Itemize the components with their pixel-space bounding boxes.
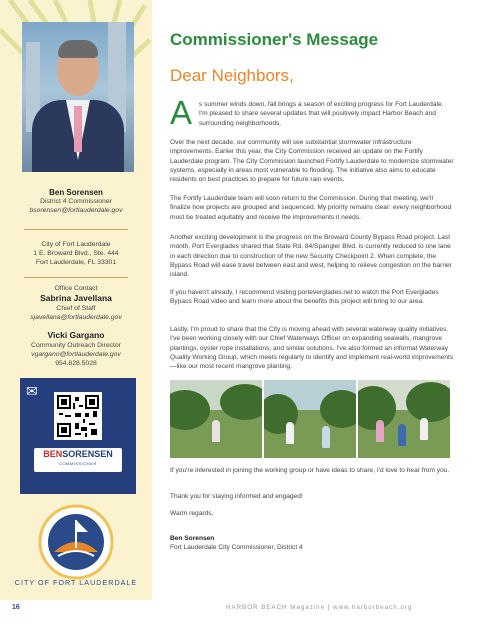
chief-of-staff-email[interactable]: sjavellana@fortlauderdale.gov [30, 314, 122, 321]
paragraph-1: s summer winds down, fall brings a season of exciting progress for Fort Lauderdale. I'm pleased to share several updates that will positively impact Harbor Beach and surrounding neighborhoods. [199, 101, 444, 127]
signature-title: Fort Lauderdale City Commissioner, District 4 [170, 544, 303, 552]
paragraph-7: If you're interested in joining the working group or have ideas to share, I'd love to hear from you. [170, 467, 450, 474]
commissioner-title: District 4 Commissioner [40, 198, 112, 205]
page-title: Commissioner's Message [170, 30, 379, 49]
city-logo-text: CITY OF FORT LAUDERDALE [14, 578, 138, 587]
photo-mangrove-planting-2 [264, 380, 356, 458]
paragraph-8: Thank you for staying informed and engaged! [170, 493, 303, 500]
address-line-2: Fort Lauderdale, FL 33301 [35, 259, 117, 266]
campaign-sticker [34, 448, 122, 472]
city-name: City of Fort Lauderdale [41, 241, 111, 248]
photo-mangrove-planting-1 [170, 380, 262, 458]
sticker-first-name: BEN [43, 449, 63, 459]
closing: Warm regards, [170, 510, 214, 517]
qr-code[interactable] [54, 392, 102, 440]
commissioner-photo [22, 22, 134, 172]
signature-name: Ben Sorensen [170, 535, 215, 542]
drop-cap: A [170, 94, 193, 131]
paragraph-6: Lastly, I'm proud to share that the City is moving ahead with several waterway quality initiatives. I've been working closely with our Chief Waterways Officer on expanding seawalls, mangrove plantings, oyster rope installations, and similar solutions. I've also formed an informal Waterway Quality Working Group, which meets regularly to identify and implement real-world improvements—like our most recent mangrove planting. [170, 326, 454, 371]
city-seal-logo [36, 502, 116, 582]
paragraph-3: The Fortify Lauderdale team will soon return to the Commission. During that meeting, we'll finalize how projects are grouped and sequenced. My priority remains clear: every neighborhood must be treated equitably and receive the improvements it needs. [170, 195, 452, 221]
footer-text: HARBOR BEACH Magazine | www.harborbeach.org [226, 604, 413, 611]
commissioner-email[interactable]: bsorensen@fortlauderdale.gov [29, 207, 123, 214]
address-line-1: 1 E. Broward Blvd., Ste. 444 [33, 250, 119, 257]
divider [24, 277, 128, 278]
page-number: 16 [12, 604, 20, 611]
qr-contact-card [20, 378, 136, 494]
paragraph-5: If you haven't already, I recommend visiting porteverglades.net to watch the Port Everglades Bypass Road video and learn more about the benefits this project will bring to our area. [170, 289, 439, 306]
commissioner-name: Ben Sorensen [49, 188, 103, 197]
outreach-director-email[interactable]: vgargano@fortlauderdale.gov [31, 351, 121, 358]
outreach-director-phone: 954.828.5028 [55, 360, 97, 367]
salutation: Dear Neighbors, [170, 66, 294, 85]
office-contact-heading: Office Contact [54, 285, 98, 292]
photo-mangrove-planting-3 [358, 380, 450, 458]
paragraph-4: Another exciting development is the progress on the Broward County Bypass Road project. Last month, Port Everglades shared that State Rd. 84/Spangler Blvd. is currently reduced to one lane in each direction due to construction of the new Security Checkpoint 2. When complete, the Bypass Road will ease travel between east and west, helping to relieve congestion on the barrier island. [170, 234, 452, 279]
chief-of-staff-name: Sabrina Javellana [40, 293, 112, 303]
outreach-director-name: Vicki Gargano [47, 330, 105, 340]
sidebar [0, 0, 152, 600]
divider [24, 229, 128, 230]
qr-code-icon [57, 395, 99, 437]
mail-icon: ✉ [26, 383, 38, 399]
paragraph-2: Over the next decade, our community will see substantial stormwater infrastructure improvements. Earlier this year, the City Commission received an update on the Fortify Lauderdale program. The City Commission launched Fortify Lauderdale to modernize stormwater systems, especially in areas most vulnerable to flooding. The initiative also aims to educate residents on best practices to prepare for future rain events. [170, 139, 454, 184]
outreach-director-title: Community Outreach Director [31, 342, 121, 349]
chief-of-staff-title: Chief of Staff [56, 305, 96, 312]
sticker-role: COMMISSIONER [59, 461, 97, 466]
sticker-last-name: SORENSEN [62, 449, 113, 459]
